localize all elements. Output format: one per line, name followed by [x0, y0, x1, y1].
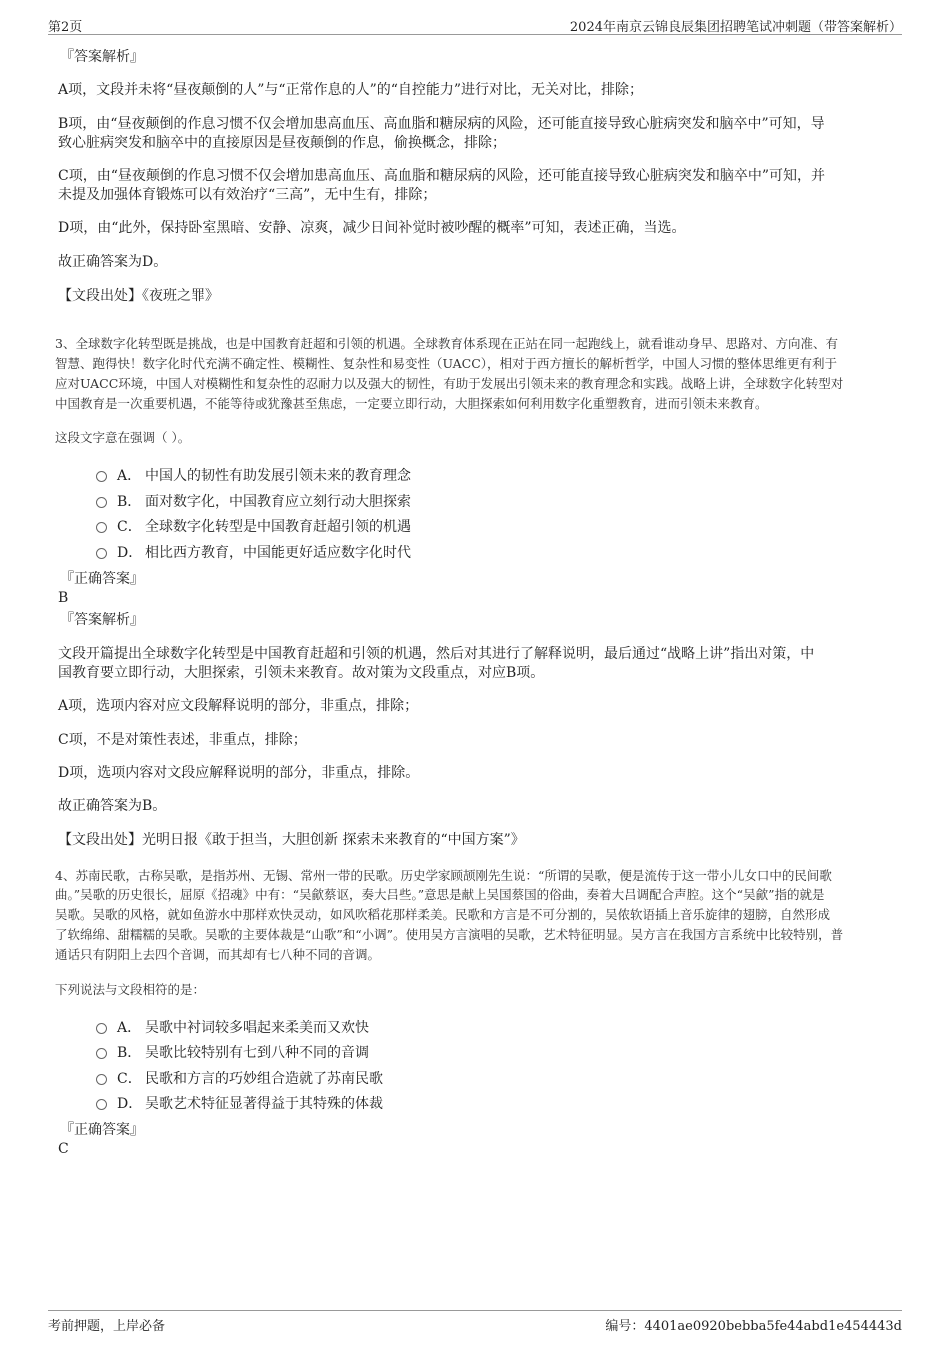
- radio-icon[interactable]: [96, 1048, 107, 1059]
- radio-icon[interactable]: [96, 471, 107, 482]
- question-3-text-line4: 中国教育是一次重要机遇，不能等待或犹豫甚至焦虑，一定要立即行动，大胆探索如何利用数字化重塑教育，进而引领未来教育。: [55, 396, 768, 411]
- radio-icon[interactable]: [96, 497, 107, 508]
- correct-answer-value: B: [58, 590, 69, 606]
- analysis-text-line2: 国教育要立即行动，大胆探索，引领未来教育。故对策为文段重点，对应B项。: [58, 665, 545, 681]
- question-3-text-line1: 3、全球数字化转型既是挑战，也是中国教育赶超和引领的机遇。全球教育体系现在正站在同一起跑线上，就看谁动身早、思路对、方向准、有: [55, 336, 838, 351]
- radio-icon[interactable]: [96, 1099, 107, 1110]
- question-4-text-line4: 了软绵绵、甜糯糯的吴歌。吴歌的主要体裁是“山歌”和“小调”。使用吴方言演唱的吴歌，艺术特征明显。吴方言在我国方言系统中比较特别，普: [55, 927, 844, 942]
- analysis-heading: 『答案解析』: [60, 612, 144, 628]
- document-code: 编号：4401ae0920bebba5fe44abd1e454443d: [605, 1319, 902, 1334]
- footer-slogan: 考前押题，上岸必备: [48, 1319, 166, 1334]
- question-3-option-b[interactable]: B． 面对数字化，中国教育应立刻行动大胆探索: [96, 491, 411, 511]
- analysis-option-c: C项，不是对策性表述，非重点，排除；: [58, 732, 307, 748]
- question-3-option-c[interactable]: C． 全球数字化转型是中国教育赶超引领的机遇: [96, 516, 411, 536]
- question-4-prompt: 下列说法与文段相符的是：: [55, 982, 206, 997]
- final-answer: 故正确答案为D。: [58, 254, 168, 270]
- analysis-option-d: D项，由“此外，保持卧室黑暗、安静、凉爽，减少日间补觉时被吵醒的概率”可知，表述正确，当选。: [58, 220, 686, 236]
- question-4-text-line5: 通话只有阴阳上去四个音调，而其却有七八种不同的音调。: [55, 947, 381, 962]
- question-4-option-b[interactable]: B． 吴歌比较特别有七到八种不同的音调: [96, 1042, 369, 1062]
- question-3-prompt: 这段文字意在强调（ ）。: [55, 430, 191, 445]
- radio-icon[interactable]: [96, 522, 107, 533]
- question-4-option-a[interactable]: A． 吴歌中衬词较多唱起来柔美而又欢快: [96, 1017, 369, 1037]
- question-4-option-c[interactable]: C． 民歌和方言的巧妙组合造就了苏南民歌: [96, 1068, 383, 1088]
- final-answer: 故正确答案为B。: [58, 798, 167, 814]
- analysis-option-a: A项，文段并未将“昼夜颠倒的人”与“正常作息的人”的“自控能力”进行对比，无关对比，排除；: [58, 82, 644, 98]
- document-title: 2024年南京云锦良辰集团招聘笔试冲刺题（带答案解析）: [569, 20, 902, 35]
- analysis-option-c-line2: 未提及加强体育锻炼可以有效治疗“三高”，无中生有，排除；: [58, 187, 437, 203]
- page-number: 第2页: [48, 20, 83, 35]
- correct-answer-heading: 『正确答案』: [60, 1122, 144, 1138]
- question-3-option-d[interactable]: D． 相比西方教育，中国能更好适应数字化时代: [96, 542, 411, 562]
- source-citation: 【文段出处】《夜班之罪》: [58, 288, 219, 304]
- analysis-option-c-line1: C项，由“昼夜颠倒的作息习惯不仅会增加患高血压、高血脂和糖尿病的风险，还可能直接导致心脏病突发和脑卒中”可知，并: [58, 168, 826, 184]
- question-4-option-d[interactable]: D． 吴歌艺术特征显著得益于其特殊的体裁: [96, 1093, 383, 1113]
- question-3-option-a[interactable]: A． 中国人的韧性有助发展引领未来的教育理念: [96, 465, 411, 485]
- correct-answer-heading: 『正确答案』: [60, 571, 144, 587]
- page-footer: [48, 1310, 902, 1337]
- radio-icon[interactable]: [96, 1074, 107, 1085]
- analysis-option-b-line2: 致心脏病突发和脑卒中的直接原因是昼夜颠倒的作息，偷换概念，排除；: [58, 135, 506, 151]
- question-4-text-line3: 吴歌。吴歌的风格，就如鱼游水中那样欢快灵动，如风吹稻花那样柔美。民歌和方言是不可分割的，吴侬软语插上音乐旋律的翅膀，自然形成: [55, 907, 831, 922]
- analysis-option-b-line1: B项，由“昼夜颠倒的作息习惯不仅会增加患高血压、高血脂和糖尿病的风险，还可能直接导致心脏病突发和脑卒中”可知，导: [58, 116, 825, 132]
- analysis-option-a: A项，选项内容对应文段解释说明的部分，非重点，排除；: [58, 698, 419, 714]
- analysis-option-d: D项，选项内容对文段应解释说明的部分，非重点，排除。: [58, 765, 420, 781]
- question-4-text-line2: 曲。”吴歌的历史很长，屈原《招魂》中有：“吴歈蔡讴，奏大吕些。”意思是献上吴国蔡国的俗曲，奏着大吕调配合声腔。这个“吴歈”指的就是: [55, 887, 825, 902]
- page-header: [48, 14, 902, 35]
- radio-icon[interactable]: [96, 548, 107, 559]
- correct-answer-value: C: [58, 1141, 69, 1157]
- question-3-text-line2: 智慧、跑得快！数字化时代充满不确定性、模糊性、复杂性和易变性（UACC），相对于西方擅长的解析哲学，中国人习惯的整体思维更有利于: [55, 356, 838, 371]
- question-4-text-line1: 4、苏南民歌，古称吴歌，是指苏州、无锡、常州一带的民歌。历史学家顾颉刚先生说：“所谓的吴歌，便是流传于这一带小儿女口中的民间歌: [55, 868, 832, 883]
- analysis-heading: 『答案解析』: [60, 49, 144, 65]
- radio-icon[interactable]: [96, 1023, 107, 1034]
- question-3-text-line3: 应对UACC环境，中国人对模糊性和复杂性的忍耐力以及强大的韧性，有助于发展出引领未来的教育理念和实践。战略上讲，全球数字化转型对: [55, 376, 844, 391]
- analysis-text-line1: 文段开篇提出全球数字化转型是中国教育赶超和引领的机遇，然后对其进行了解释说明，最后通过“战略上讲”指出对策，中: [58, 646, 815, 662]
- source-citation: 【文段出处】光明日报《敢于担当，大胆创新 探索未来教育的“中国方案”》: [58, 832, 525, 848]
